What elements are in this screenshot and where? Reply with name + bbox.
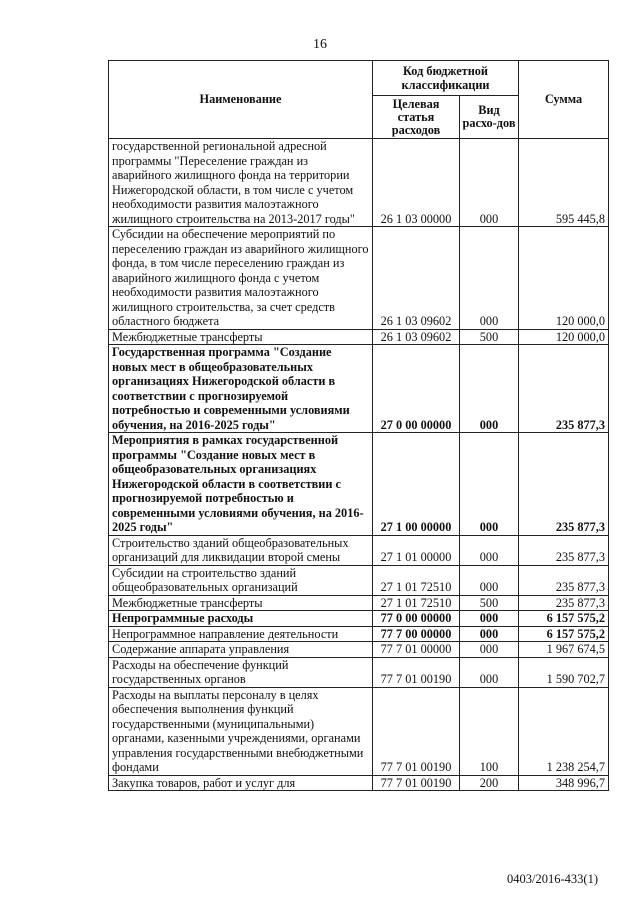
row-amount: 235 877,3 <box>519 595 609 611</box>
row-amount: 1 590 702,7 <box>519 657 609 687</box>
row-amount: 348 996,7 <box>519 775 609 791</box>
table-row <box>109 595 609 611</box>
row-target-article: 27 0 00 00000 <box>373 345 460 433</box>
table-row <box>109 329 609 345</box>
table-row <box>109 626 609 642</box>
row-amount: 235 877,3 <box>519 345 609 433</box>
table-row <box>109 687 609 775</box>
table-row <box>109 345 609 433</box>
page-number: 16 <box>313 37 327 52</box>
row-amount: 235 877,3 <box>519 433 609 536</box>
row-amount: 235 877,3 <box>519 535 609 565</box>
row-target-article: 27 1 01 72510 <box>373 595 460 611</box>
row-target-article: 27 1 01 00000 <box>373 535 460 565</box>
row-expense-type: 100 <box>460 687 519 775</box>
row-name: Непрограммное направление деятельности <box>109 626 373 642</box>
row-amount: 1 967 674,5 <box>519 642 609 658</box>
header-name: Наименование <box>109 61 373 139</box>
table-row <box>109 535 609 565</box>
row-expense-type: 000 <box>460 642 519 658</box>
table-row <box>109 139 609 227</box>
document-code: 0403/2016-433(1) <box>507 872 598 886</box>
row-amount: 120 000,0 <box>519 227 609 330</box>
row-amount: 1 238 254,7 <box>519 687 609 775</box>
header-amount: Сумма <box>519 61 609 139</box>
table-row <box>109 775 609 791</box>
row-name: Расходы на обеспечение функций государственных органов <box>109 657 373 687</box>
table-row <box>109 227 609 330</box>
header-code-group: Код бюджетной классификации <box>373 61 519 96</box>
row-expense-type: 200 <box>460 775 519 791</box>
table-row <box>109 433 609 536</box>
row-name: Непрограммные расходы <box>109 611 373 627</box>
table-row <box>109 611 609 627</box>
row-expense-type: 500 <box>460 595 519 611</box>
row-expense-type: 000 <box>460 345 519 433</box>
header-expense-type: Вид расхо-дов <box>460 96 519 139</box>
row-name: государственной региональной адресной программы "Переселение граждан из аварийного жилищного фонда на территории Нижегородской области, в том числе с учетом необходимости развития малоэтажного жилищного строительства на 2013-2017 годы" <box>109 139 373 227</box>
header-target-article: Целевая статья расходов <box>373 96 460 139</box>
row-amount: 235 877,3 <box>519 565 609 595</box>
row-expense-type: 000 <box>460 535 519 565</box>
row-amount: 120 000,0 <box>519 329 609 345</box>
row-target-article: 27 1 01 72510 <box>373 565 460 595</box>
row-target-article: 77 7 01 00000 <box>373 642 460 658</box>
row-expense-type: 000 <box>460 611 519 627</box>
row-expense-type: 000 <box>460 139 519 227</box>
table-row <box>109 642 609 658</box>
row-expense-type: 000 <box>460 657 519 687</box>
row-name: Субсидии на обеспечение мероприятий по переселению граждан из аварийного жилищного фонда, в том числе переселению граждан из аварийного жилищного фонда с учетом необходимости развития малоэтажного жилищного строительства, за счет средств областного бюджета <box>109 227 373 330</box>
row-target-article: 77 7 01 00190 <box>373 775 460 791</box>
row-name: Межбюджетные трансферты <box>109 329 373 345</box>
row-name: Расходы на выплаты персоналу в целях обеспечения выполнения функций государственными (муниципальными) органами, казенными учреждениями, органами управления государственными внебюджетными фондами <box>109 687 373 775</box>
row-amount: 6 157 575,2 <box>519 611 609 627</box>
table-row <box>109 565 609 595</box>
budget-table <box>108 60 609 791</box>
row-name: Субсидии на строительство зданий общеобразовательных организаций <box>109 565 373 595</box>
row-amount: 595 445,8 <box>519 139 609 227</box>
row-target-article: 77 7 00 00000 <box>373 626 460 642</box>
row-name: Межбюджетные трансферты <box>109 595 373 611</box>
row-amount: 6 157 575,2 <box>519 626 609 642</box>
row-name: Закупка товаров, работ и услуг для <box>109 775 373 791</box>
row-target-article: 26 1 03 00000 <box>373 139 460 227</box>
table-body <box>109 139 609 791</box>
row-name: Содержание аппарата управления <box>109 642 373 658</box>
row-name: Строительство зданий общеобразовательных организаций для ликвидации второй смены <box>109 535 373 565</box>
row-target-article: 77 7 01 00190 <box>373 687 460 775</box>
row-name: Мероприятия в рамках государственной программы "Создание новых мест в общеобразовательных организациях Нижегородской области в соответствии с прогнозируемой потребностью и современными условиями обучения, на 2016-2025 годы" <box>109 433 373 536</box>
row-expense-type: 000 <box>460 227 519 330</box>
row-target-article: 26 1 03 09602 <box>373 329 460 345</box>
row-expense-type: 000 <box>460 565 519 595</box>
row-target-article: 77 0 00 00000 <box>373 611 460 627</box>
row-target-article: 27 1 00 00000 <box>373 433 460 536</box>
row-target-article: 26 1 03 09602 <box>373 227 460 330</box>
row-expense-type: 000 <box>460 626 519 642</box>
table-row <box>109 657 609 687</box>
row-target-article: 77 7 01 00190 <box>373 657 460 687</box>
row-expense-type: 000 <box>460 433 519 536</box>
row-expense-type: 500 <box>460 329 519 345</box>
row-name: Государственная программа "Создание новых мест в общеобразовательных организациях Нижегородской области в соответствии с прогнозируемой потребностью и современными условиями обучения, на 2016-2025 годы" <box>109 345 373 433</box>
